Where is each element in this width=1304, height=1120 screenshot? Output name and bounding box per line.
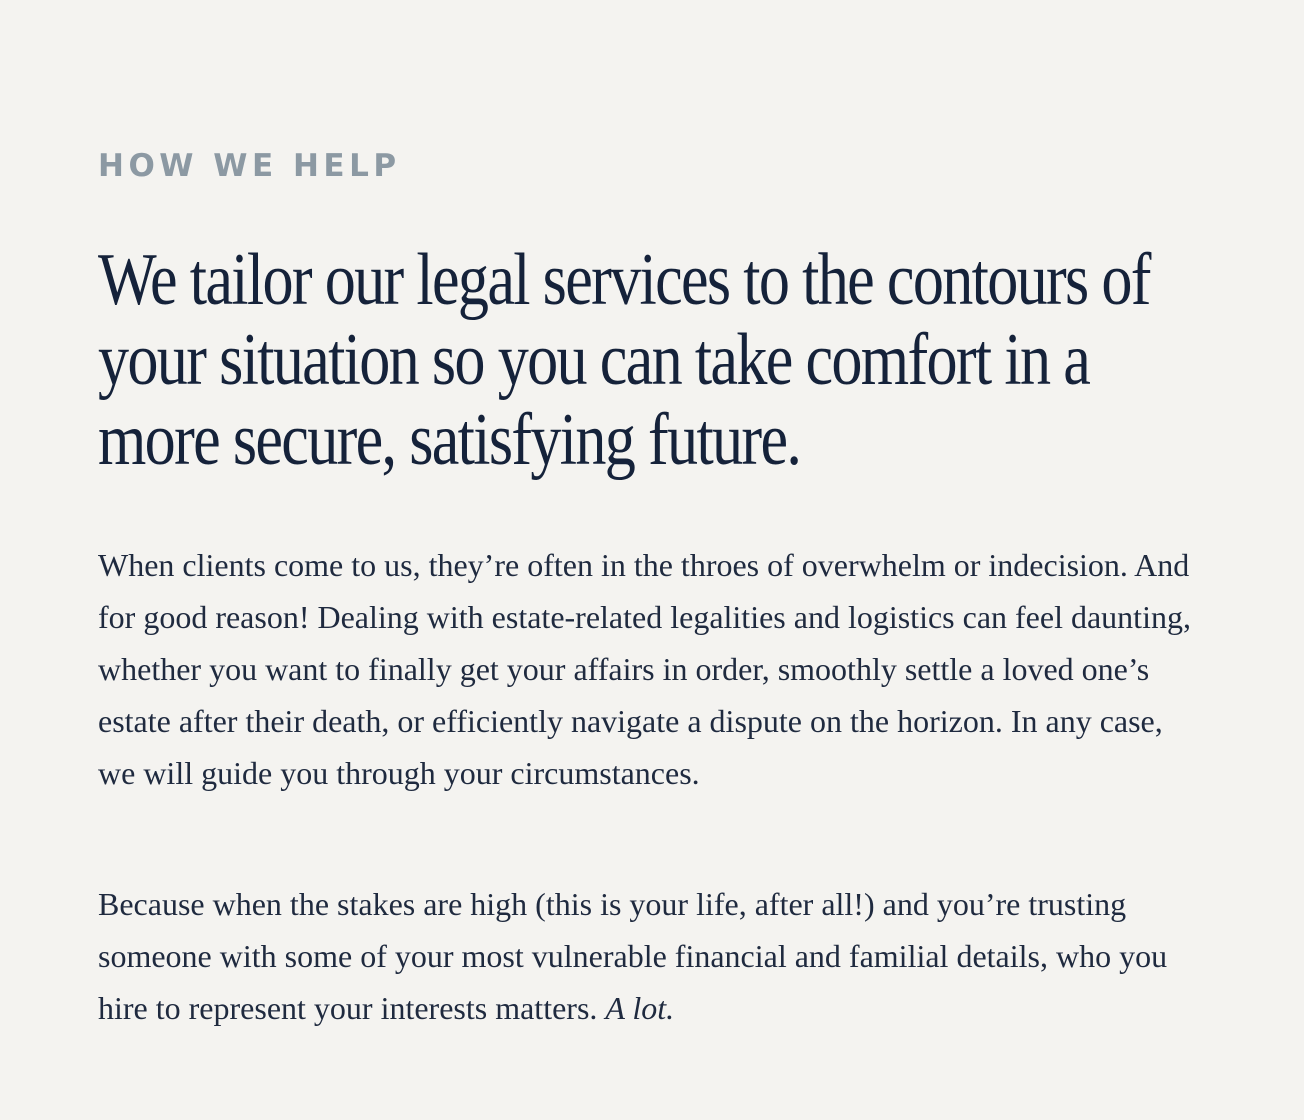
stakes-paragraph-emphasis: A lot. xyxy=(605,990,675,1026)
stakes-paragraph-text: Because when the stakes are high (this is your life, after all!) and you’re trusting someone with some of your most vulnerable financial and familial details, who you hire to represent your interests matters. xyxy=(98,886,1168,1026)
stakes-paragraph xyxy=(98,878,1208,1034)
section-eyebrow: HOW WE HELP xyxy=(98,148,401,184)
section-headline: We tailor our legal services to the contours of your situation so you can take comfort in a more secure, satisfying future. xyxy=(98,239,1150,481)
intro-paragraph: When clients come to us, they’re often in the throes of overwhelm or indecision. And for good reason! Dealing with estate-related legalities and logistics can feel daunting, whether you want to finally get your affairs in order, smoothly settle a loved one’s estate after their death, or efficiently navigate a dispute on the horizon. In any case, we will guide you through your circumstances. xyxy=(98,547,1191,791)
